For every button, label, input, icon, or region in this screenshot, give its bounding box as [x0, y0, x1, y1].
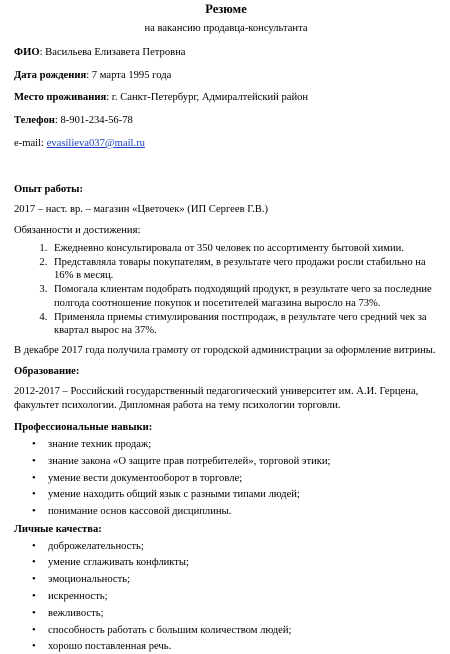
bullet-icon: •	[32, 489, 36, 501]
quality-item	[32, 556, 438, 570]
quality-text: вежливость;	[48, 607, 104, 619]
skills-heading: Профессиональные навыки:	[14, 422, 153, 434]
award-text: В декабре 2017 года получила грамоту от городской администрации за оформление витрины.	[14, 345, 436, 357]
skill-item	[32, 488, 438, 502]
phone-value: : 8-901-234-56-78	[54, 115, 133, 127]
dob-label: Дата рождения	[14, 69, 87, 81]
skill-item	[32, 438, 438, 452]
skill-text: умение находить общий язык с разными типами людей;	[48, 489, 300, 501]
quality-text: доброжелательность;	[48, 540, 144, 552]
duties-list	[14, 242, 438, 338]
quality-item	[32, 624, 438, 638]
document-subtitle: на вакансию продавца-консультанта	[144, 23, 308, 34]
quality-text: хорошо поставленная речь.	[48, 641, 172, 653]
bullet-icon: •	[32, 624, 36, 636]
skill-item	[32, 505, 438, 519]
residence-field	[14, 91, 438, 105]
email-link[interactable]: evasilieva037@mail.ru	[46, 137, 145, 149]
skills-list	[14, 438, 438, 519]
skill-text: умение вести документооборот в торговле;	[48, 472, 243, 484]
duty-item: 1. Ежедневно консультировала от 350 человек по ассортименту бытовой химии.	[50, 242, 438, 256]
phone-field	[14, 114, 438, 128]
duty-item: 4. Применяла приемы стимулирования постпродаж, в результате чего средний чек за квартал вырос на 37%.	[50, 311, 438, 339]
quality-text: способность работать с большим количеством людей;	[48, 624, 292, 636]
email-field	[14, 137, 438, 151]
quality-item	[32, 573, 438, 587]
phone-label: Телефон	[14, 115, 55, 127]
quality-text: умение сглаживать конфликты;	[48, 557, 189, 569]
dob-field	[14, 69, 438, 83]
bullet-icon: •	[32, 439, 36, 451]
duty-item: 3. Помогала клиентам подобрать подходящий продукт, в результате чего за последние полгода соотношение покупок и посетителей магазина выросло на 73%.	[50, 283, 438, 311]
quality-item	[32, 540, 438, 554]
bullet-icon: •	[32, 641, 36, 653]
quality-text: искренность;	[48, 590, 108, 602]
experience-heading: Опыт работы:	[14, 183, 83, 195]
bullet-icon: •	[32, 506, 36, 518]
fio-value: : Васильева Елизавета Петровна	[39, 46, 186, 58]
bullet-icon: •	[32, 590, 36, 602]
education-text: 2012-2017 – Российский государственный педагогический университет им. А.И. Герцена, факультет психологии. Дипломная работа на тему психологии торговли.	[14, 385, 419, 411]
education-heading: Образование:	[14, 366, 80, 378]
skill-item	[32, 472, 438, 486]
skill-text: понимание основ кассовой дисциплины.	[48, 506, 232, 518]
residence-label: Место проживания	[14, 92, 107, 104]
skill-item	[32, 455, 438, 469]
quality-text: эмоциональность;	[48, 574, 131, 586]
bullet-icon: •	[32, 607, 36, 619]
quality-item	[32, 590, 438, 604]
bullet-icon: •	[32, 557, 36, 569]
email-label: e-mail:	[14, 137, 47, 149]
residence-value: : г. Санкт-Петербург, Адмиралтейский район	[106, 92, 309, 104]
bullet-icon: •	[32, 540, 36, 552]
qualities-heading: Личные качества:	[14, 523, 102, 535]
fio-field	[14, 46, 438, 60]
skill-text: знание закона «О защите прав потребителей», торговой этики;	[48, 455, 331, 467]
fio-label: ФИО	[14, 46, 40, 58]
quality-item	[32, 607, 438, 621]
quality-item	[32, 640, 438, 654]
dob-value: : 7 марта 1995 года	[86, 69, 172, 81]
duties-heading: Обязанности и достижения:	[14, 225, 141, 237]
qualities-list	[14, 540, 438, 654]
bullet-icon: •	[32, 455, 36, 467]
duty-item: 2. Представляла товары покупателям, в результате чего продажи росли стабильно на 16% в месяц.	[50, 256, 438, 284]
skill-text: знание техник продаж;	[48, 439, 152, 451]
job-entry: 2017 – наст. вр. – магазин «Цветочек» (ИП Сергеев Г.В.)	[14, 204, 269, 216]
bullet-icon: •	[32, 574, 36, 586]
bullet-icon: •	[32, 472, 36, 484]
document-title: Резюме	[205, 2, 247, 16]
